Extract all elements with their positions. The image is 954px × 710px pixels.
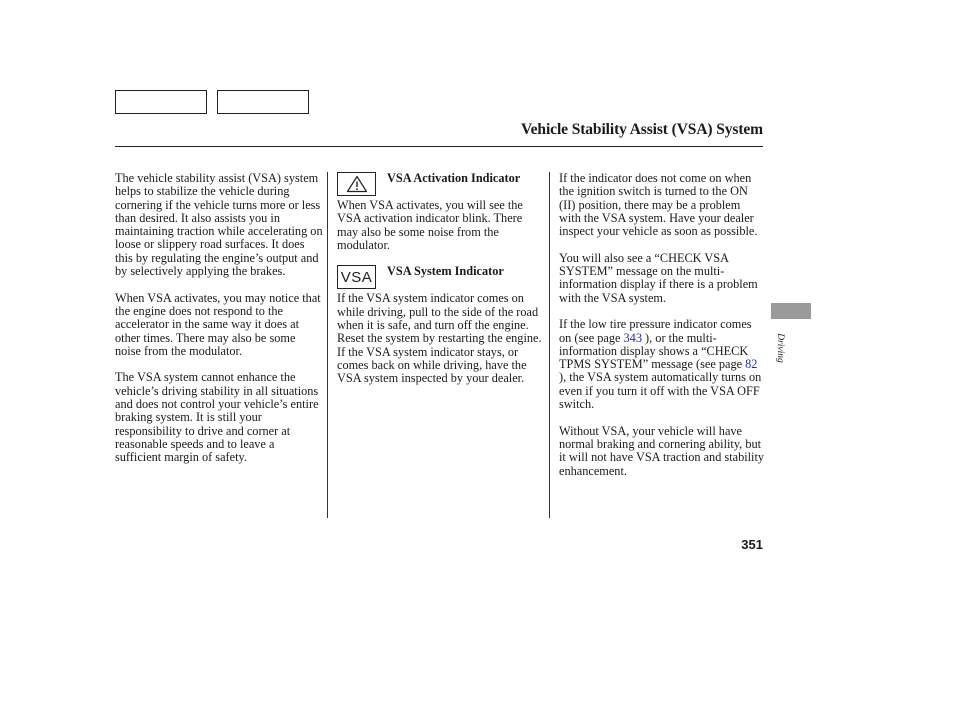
vsa-indicator-icon (337, 265, 376, 289)
page-number: 351 (741, 537, 763, 552)
check-vsa-message-paragraph: You will also see a “CHECK VSA SYSTEM” message on the multi-information display if there is a problem with the VSA system. (559, 250, 758, 305)
column-intro (115, 172, 323, 478)
activation-indicator-text: When VSA activates, you will see the VSA activation indicator blink. There may also be some noise from the modulator. (337, 198, 523, 252)
column-divider (327, 172, 328, 518)
nav-button-index[interactable] (217, 90, 309, 114)
without-vsa-paragraph: Without VSA, your vehicle will have normal braking and cornering ability, but it will not have VSA traction and stability enhancement. (559, 423, 765, 478)
system-indicator-header (337, 265, 543, 291)
page-link-82[interactable]: 82 (745, 357, 758, 372)
section-tab[interactable] (771, 303, 811, 319)
activation-indicator-header (337, 172, 543, 198)
column-indicators (337, 172, 543, 399)
column-details (559, 172, 765, 491)
limitation-paragraph: The VSA system cannot enhance the vehicle’s driving stability in all situations and does not control your vehicle’s entire braking system. It is still your responsibility to drive and corner at reasonable speeds and to leave a sufficient margin of safety. (115, 370, 319, 465)
system-indicator-heading: VSA System Indicator (387, 264, 504, 279)
section-tab-label: Driving (775, 333, 785, 363)
activation-indicator-heading: VSA Activation Indicator (387, 171, 521, 185)
page-link-343[interactable]: 343 (623, 330, 642, 345)
system-indicator-text: If the VSA system indicator comes on while driving, pull to the side of the road when it is safe, and turn off the engine. Reset the system by restarting the engine. If the VSA system indicator stays, or comes back on while driving, have the VSA system inspected by your dealer. (337, 291, 542, 386)
activation-paragraph: When VSA activates, you may notice that the engine does not respond to the accelerator in the same way it does at other times. There may also be some noise from the modulator. (115, 290, 321, 358)
column-divider (549, 172, 550, 518)
indicator-check-paragraph: If the indicator does not come on when the ignition switch is turned to the ON (II) position, there may be a problem with the VSA system. Have your dealer inspect your vehicle as soon as possible. (559, 171, 758, 239)
intro-paragraph: The vehicle stability assist (VSA) system helps to stabilize the vehicle during cornering if the vehicle turns more or less than desired. It also assists you in maintaining traction while accelerating on loose or slippery road surfaces. It does this by regulating the engine’s output and by selectively applying the brakes. (115, 171, 323, 279)
nav-button-contents[interactable] (115, 90, 207, 114)
vsa-icon-label: VSA (340, 268, 373, 286)
title-divider (115, 146, 763, 147)
page-title: Vehicle Stability Assist (VSA) System (520, 121, 763, 138)
warning-triangle-icon (337, 172, 376, 196)
tpms-paragraph: If the low tire pressure indicator comes on (see page 343 ), or the multi-information display shows a “CHECK TPMS SYSTEM” message (see page 82 ), the VSA system automatically turns on even if you turn it off with the VSA OFF switch. (559, 317, 762, 412)
